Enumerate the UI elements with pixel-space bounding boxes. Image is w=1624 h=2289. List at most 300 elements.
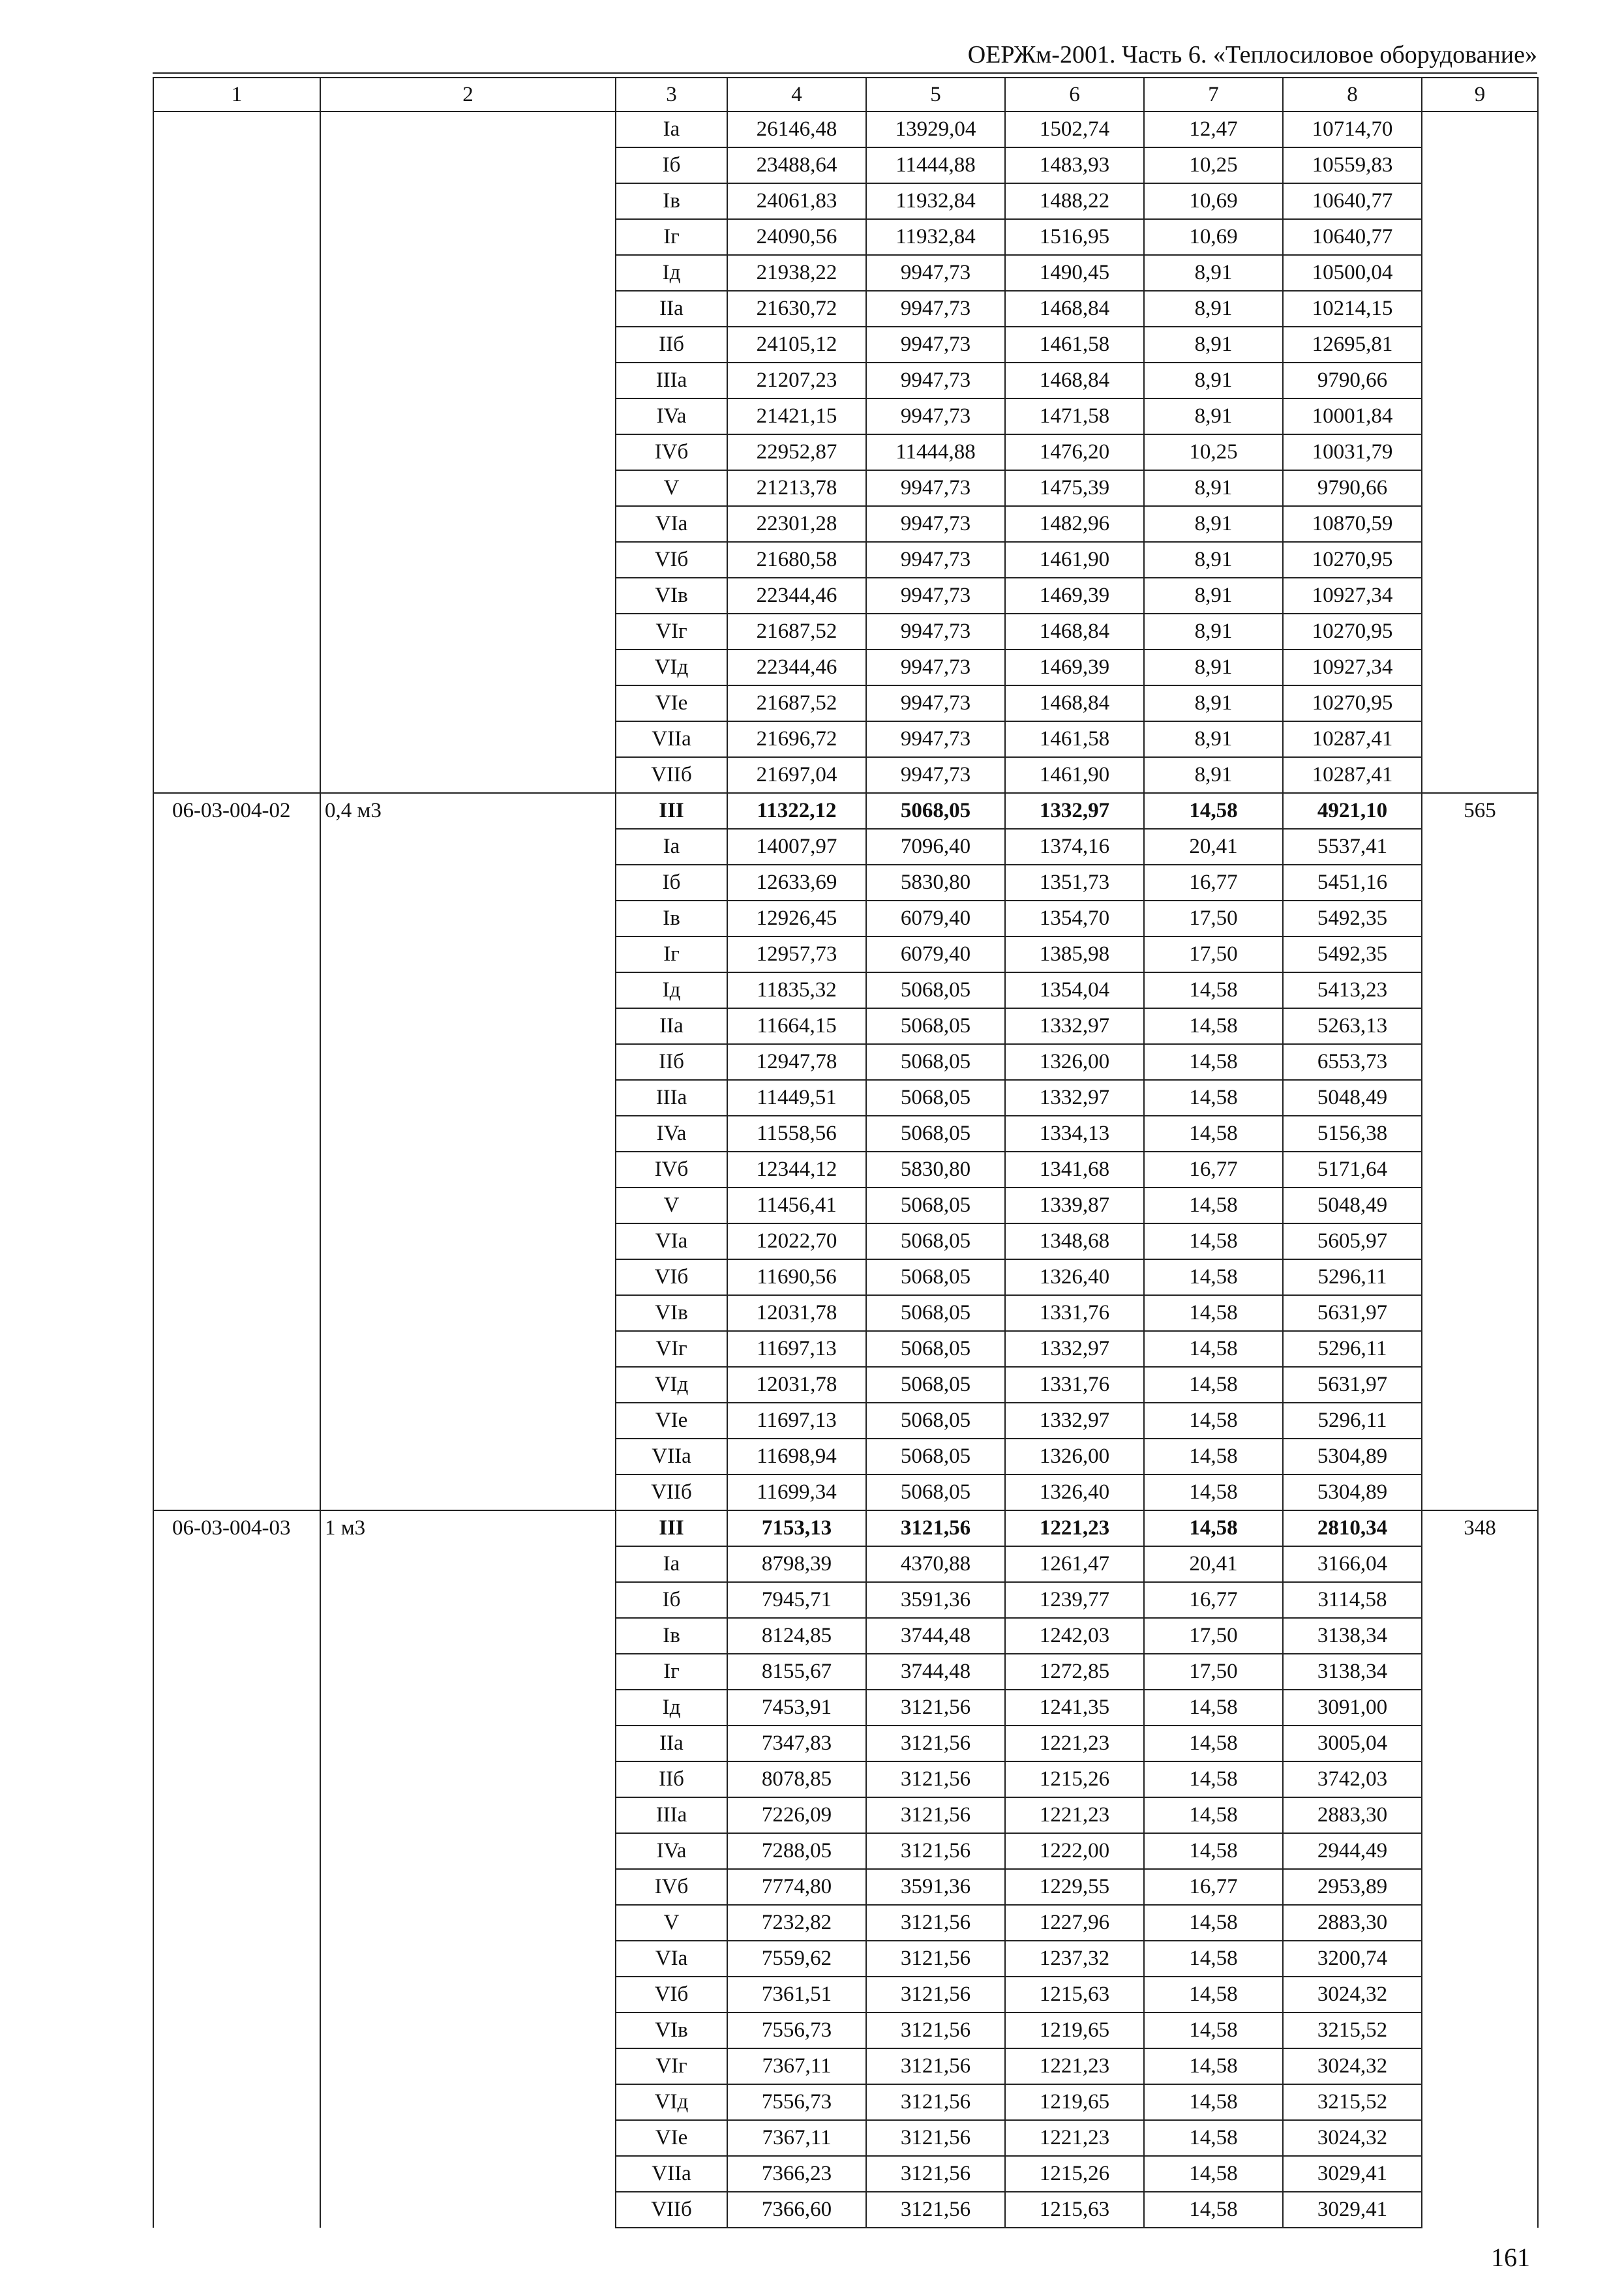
materials-cell: 2944,49 <box>1283 1833 1422 1869</box>
wages-cell: 5068,05 <box>866 1295 1005 1331</box>
total-cost-cell: 7366,23 <box>727 2156 866 2192</box>
machines-cell: 1354,70 <box>1005 901 1144 936</box>
zone-cell: Iд <box>616 972 727 1008</box>
zone-cell: VIa <box>616 1223 727 1259</box>
zone-cell: VIв <box>616 578 727 614</box>
machines-cell: 1215,26 <box>1005 2156 1144 2192</box>
zone-cell: IIб <box>616 327 727 363</box>
wages-cell: 4370,88 <box>866 1546 1005 1582</box>
machines-cell: 1242,03 <box>1005 1618 1144 1654</box>
machinist-wages-cell: 14,58 <box>1144 2120 1283 2156</box>
total-cost-cell: 21630,72 <box>727 291 866 327</box>
machinist-wages-cell: 14,58 <box>1144 1941 1283 1977</box>
machines-cell: 1490,45 <box>1005 255 1144 291</box>
wages-cell: 11444,88 <box>866 434 1005 470</box>
machinist-wages-cell: 8,91 <box>1144 506 1283 542</box>
total-cost-cell: 21697,04 <box>727 757 866 793</box>
wages-cell: 9947,73 <box>866 542 1005 578</box>
machinist-wages-cell: 8,91 <box>1144 685 1283 721</box>
machines-cell: 1221,23 <box>1005 2120 1144 2156</box>
total-cost-cell: 11449,51 <box>727 1080 866 1116</box>
column-number: 2 <box>320 78 616 112</box>
materials-cell: 3200,74 <box>1283 1941 1422 1977</box>
machines-cell: 1221,23 <box>1005 1726 1144 1761</box>
materials-cell: 5605,97 <box>1283 1223 1422 1259</box>
materials-cell: 2810,34 <box>1283 1510 1422 1546</box>
wages-cell: 9947,73 <box>866 327 1005 363</box>
wages-cell: 5830,80 <box>866 865 1005 901</box>
total-cost-cell: 7153,13 <box>727 1510 866 1546</box>
total-cost-cell: 8078,85 <box>727 1761 866 1797</box>
machines-cell: 1468,84 <box>1005 614 1144 650</box>
zone-cell: IVa <box>616 1116 727 1152</box>
wages-cell: 13929,04 <box>866 112 1005 147</box>
machines-cell: 1476,20 <box>1005 434 1144 470</box>
wages-cell: 9947,73 <box>866 757 1005 793</box>
total-cost-cell: 7945,71 <box>727 1582 866 1618</box>
machines-cell: 1326,00 <box>1005 1044 1144 1080</box>
total-cost-cell: 22344,46 <box>727 650 866 685</box>
materials-cell: 3215,52 <box>1283 2084 1422 2120</box>
machinist-wages-cell: 14,58 <box>1144 1905 1283 1941</box>
machinist-wages-cell: 16,77 <box>1144 1869 1283 1905</box>
machinist-wages-cell: 14,58 <box>1144 1259 1283 1295</box>
materials-cell: 9790,66 <box>1283 363 1422 398</box>
materials-cell: 5156,38 <box>1283 1116 1422 1152</box>
zone-cell: IIIa <box>616 1797 727 1833</box>
machinist-wages-cell: 14,58 <box>1144 1510 1283 1546</box>
machines-cell: 1461,90 <box>1005 757 1144 793</box>
item-name: 1 м3 <box>320 1510 616 2228</box>
wages-cell: 3121,56 <box>866 1726 1005 1761</box>
zone-cell: III <box>616 793 727 829</box>
item-code: 06-03-004-03 <box>153 1510 320 2228</box>
wages-cell: 5830,80 <box>866 1152 1005 1188</box>
item-name <box>320 112 616 793</box>
machines-cell: 1326,40 <box>1005 1259 1144 1295</box>
wages-cell: 3121,56 <box>866 1510 1005 1546</box>
wages-cell: 3591,36 <box>866 1582 1005 1618</box>
table-row <box>153 793 1538 829</box>
wages-cell: 3121,56 <box>866 2192 1005 2228</box>
total-cost-cell: 7232,82 <box>727 1905 866 1941</box>
total-cost-cell: 12926,45 <box>727 901 866 936</box>
zone-cell: VIIб <box>616 1474 727 1510</box>
wages-cell: 9947,73 <box>866 506 1005 542</box>
total-cost-cell: 11698,94 <box>727 1439 866 1474</box>
machines-cell: 1482,96 <box>1005 506 1144 542</box>
machines-cell: 1332,97 <box>1005 793 1144 829</box>
materials-cell: 5631,97 <box>1283 1295 1422 1331</box>
column-number: 6 <box>1005 78 1144 112</box>
wages-cell: 3121,56 <box>866 2084 1005 2120</box>
total-cost-cell: 11697,13 <box>727 1331 866 1367</box>
wages-cell: 3744,48 <box>866 1618 1005 1654</box>
wages-cell: 3121,56 <box>866 1690 1005 1726</box>
total-cost-cell: 7774,80 <box>727 1869 866 1905</box>
column-number: 3 <box>616 78 727 112</box>
total-cost-cell: 7347,83 <box>727 1726 866 1761</box>
materials-cell: 5304,89 <box>1283 1474 1422 1510</box>
materials-cell: 10559,83 <box>1283 147 1422 183</box>
machinist-wages-cell: 10,25 <box>1144 434 1283 470</box>
total-cost-cell: 14007,97 <box>727 829 866 865</box>
machinist-wages-cell: 17,50 <box>1144 1654 1283 1690</box>
wages-cell: 9947,73 <box>866 398 1005 434</box>
machines-cell: 1222,00 <box>1005 1833 1144 1869</box>
wages-cell: 5068,05 <box>866 1044 1005 1080</box>
zone-cell: IVa <box>616 1833 727 1869</box>
column-number: 5 <box>866 78 1005 112</box>
materials-cell: 5451,16 <box>1283 865 1422 901</box>
materials-cell: 10270,95 <box>1283 685 1422 721</box>
machines-cell: 1461,58 <box>1005 327 1144 363</box>
machinist-wages-cell: 14,58 <box>1144 2192 1283 2228</box>
total-cost-cell: 24105,12 <box>727 327 866 363</box>
item-col9 <box>1422 112 1538 793</box>
zone-cell: IIa <box>616 1008 727 1044</box>
machines-cell: 1374,16 <box>1005 829 1144 865</box>
machinist-wages-cell: 14,58 <box>1144 793 1283 829</box>
total-cost-cell: 21687,52 <box>727 614 866 650</box>
total-cost-cell: 8155,67 <box>727 1654 866 1690</box>
machines-cell: 1215,26 <box>1005 1761 1144 1797</box>
machinist-wages-cell: 14,58 <box>1144 2012 1283 2048</box>
zone-cell: IVб <box>616 1869 727 1905</box>
machinist-wages-cell: 8,91 <box>1144 721 1283 757</box>
machines-cell: 1461,58 <box>1005 721 1144 757</box>
machinist-wages-cell: 14,58 <box>1144 1977 1283 2012</box>
machines-cell: 1221,23 <box>1005 1797 1144 1833</box>
total-cost-cell: 7559,62 <box>727 1941 866 1977</box>
machines-cell: 1221,23 <box>1005 2048 1144 2084</box>
wages-cell: 5068,05 <box>866 1116 1005 1152</box>
machines-cell: 1215,63 <box>1005 1977 1144 2012</box>
wages-cell: 9947,73 <box>866 650 1005 685</box>
machines-cell: 1483,93 <box>1005 147 1144 183</box>
total-cost-cell: 12022,70 <box>727 1223 866 1259</box>
zone-cell: VIIa <box>616 721 727 757</box>
total-cost-cell: 24090,56 <box>727 219 866 255</box>
machinist-wages-cell: 12,47 <box>1144 112 1283 147</box>
materials-cell: 5296,11 <box>1283 1259 1422 1295</box>
total-cost-cell: 11699,34 <box>727 1474 866 1510</box>
materials-cell: 9790,66 <box>1283 470 1422 506</box>
zone-cell: VIб <box>616 1977 727 2012</box>
machines-cell: 1461,90 <box>1005 542 1144 578</box>
total-cost-cell: 12344,12 <box>727 1152 866 1188</box>
materials-cell: 5171,64 <box>1283 1152 1422 1188</box>
machinist-wages-cell: 17,50 <box>1144 936 1283 972</box>
machines-cell: 1332,97 <box>1005 1331 1144 1367</box>
zone-cell: VIг <box>616 2048 727 2084</box>
machines-cell: 1516,95 <box>1005 219 1144 255</box>
materials-cell: 5631,97 <box>1283 1367 1422 1403</box>
machinist-wages-cell: 14,58 <box>1144 2156 1283 2192</box>
wages-cell: 5068,05 <box>866 1080 1005 1116</box>
wages-cell: 5068,05 <box>866 1188 1005 1223</box>
zone-cell: Iб <box>616 147 727 183</box>
zone-cell: V <box>616 1905 727 1941</box>
wages-cell: 3744,48 <box>866 1654 1005 1690</box>
total-cost-cell: 21421,15 <box>727 398 866 434</box>
column-number-row <box>153 78 1538 112</box>
machinist-wages-cell: 14,58 <box>1144 1044 1283 1080</box>
machines-cell: 1241,35 <box>1005 1690 1144 1726</box>
wages-cell: 9947,73 <box>866 363 1005 398</box>
machinist-wages-cell: 14,58 <box>1144 1726 1283 1761</box>
zone-cell: Iв <box>616 183 727 219</box>
zone-cell: Ia <box>616 1546 727 1582</box>
materials-cell: 5296,11 <box>1283 1403 1422 1439</box>
machines-cell: 1332,97 <box>1005 1008 1144 1044</box>
machines-cell: 1351,73 <box>1005 865 1144 901</box>
machinist-wages-cell: 14,58 <box>1144 1223 1283 1259</box>
machinist-wages-cell: 14,58 <box>1144 1403 1283 1439</box>
materials-cell: 5048,49 <box>1283 1188 1422 1223</box>
wages-cell: 5068,05 <box>866 1439 1005 1474</box>
wages-cell: 9947,73 <box>866 291 1005 327</box>
item-col9: 348 <box>1422 1510 1538 2228</box>
machinist-wages-cell: 14,58 <box>1144 1833 1283 1869</box>
total-cost-cell: 11322,12 <box>727 793 866 829</box>
zone-cell: IIб <box>616 1761 727 1797</box>
machinist-wages-cell: 14,58 <box>1144 1080 1283 1116</box>
machinist-wages-cell: 10,25 <box>1144 147 1283 183</box>
machinist-wages-cell: 8,91 <box>1144 650 1283 685</box>
wages-cell: 3121,56 <box>866 1797 1005 1833</box>
materials-cell: 3024,32 <box>1283 1977 1422 2012</box>
zone-cell: VIд <box>616 1367 727 1403</box>
materials-cell: 3024,32 <box>1283 2120 1422 2156</box>
machinist-wages-cell: 14,58 <box>1144 1116 1283 1152</box>
zone-cell: III <box>616 1510 727 1546</box>
machines-cell: 1227,96 <box>1005 1905 1144 1941</box>
total-cost-cell: 21213,78 <box>727 470 866 506</box>
machinist-wages-cell: 14,58 <box>1144 1474 1283 1510</box>
machinist-wages-cell: 14,58 <box>1144 1295 1283 1331</box>
total-cost-cell: 12957,73 <box>727 936 866 972</box>
materials-cell: 6553,73 <box>1283 1044 1422 1080</box>
machinist-wages-cell: 16,77 <box>1144 1582 1283 1618</box>
machinist-wages-cell: 20,41 <box>1144 1546 1283 1582</box>
zone-cell: Iг <box>616 1654 727 1690</box>
machinist-wages-cell: 8,91 <box>1144 363 1283 398</box>
machinist-wages-cell: 17,50 <box>1144 1618 1283 1654</box>
wages-cell: 9947,73 <box>866 470 1005 506</box>
table-body <box>153 78 1538 2228</box>
zone-cell: Iб <box>616 865 727 901</box>
machinist-wages-cell: 14,58 <box>1144 1439 1283 1474</box>
total-cost-cell: 7556,73 <box>727 2084 866 2120</box>
zone-cell: VIIб <box>616 2192 727 2228</box>
zone-cell: VIe <box>616 685 727 721</box>
machinist-wages-cell: 8,91 <box>1144 470 1283 506</box>
machinist-wages-cell: 14,58 <box>1144 1331 1283 1367</box>
materials-cell: 10500,04 <box>1283 255 1422 291</box>
zone-cell: Iг <box>616 936 727 972</box>
wages-cell: 5068,05 <box>866 1008 1005 1044</box>
machines-cell: 1469,39 <box>1005 650 1144 685</box>
materials-cell: 3138,34 <box>1283 1654 1422 1690</box>
zone-cell: VIг <box>616 614 727 650</box>
wages-cell: 3121,56 <box>866 2012 1005 2048</box>
total-cost-cell: 21687,52 <box>727 685 866 721</box>
rates-table <box>153 77 1539 2228</box>
machinist-wages-cell: 8,91 <box>1144 291 1283 327</box>
machines-cell: 1239,77 <box>1005 1582 1144 1618</box>
wages-cell: 9947,73 <box>866 255 1005 291</box>
zone-cell: IIIa <box>616 363 727 398</box>
materials-cell: 10640,77 <box>1283 219 1422 255</box>
total-cost-cell: 7367,11 <box>727 2048 866 2084</box>
total-cost-cell: 7556,73 <box>727 2012 866 2048</box>
machinist-wages-cell: 8,91 <box>1144 255 1283 291</box>
total-cost-cell: 24061,83 <box>727 183 866 219</box>
materials-cell: 5492,35 <box>1283 901 1422 936</box>
machinist-wages-cell: 14,58 <box>1144 1367 1283 1403</box>
zone-cell: Iв <box>616 1618 727 1654</box>
materials-cell: 10927,34 <box>1283 578 1422 614</box>
machines-cell: 1219,65 <box>1005 2012 1144 2048</box>
wages-cell: 3121,56 <box>866 1761 1005 1797</box>
materials-cell: 3029,41 <box>1283 2192 1422 2228</box>
zone-cell: IVa <box>616 398 727 434</box>
machines-cell: 1468,84 <box>1005 363 1144 398</box>
item-name: 0,4 м3 <box>320 793 616 1510</box>
zone-cell: Iд <box>616 255 727 291</box>
total-cost-cell: 7288,05 <box>727 1833 866 1869</box>
machines-cell: 1354,04 <box>1005 972 1144 1008</box>
wages-cell: 11444,88 <box>866 147 1005 183</box>
zone-cell: VIIa <box>616 2156 727 2192</box>
materials-cell: 10287,41 <box>1283 721 1422 757</box>
materials-cell: 10270,95 <box>1283 542 1422 578</box>
materials-cell: 3138,34 <box>1283 1618 1422 1654</box>
zone-cell: Iг <box>616 219 727 255</box>
total-cost-cell: 8124,85 <box>727 1618 866 1654</box>
wages-cell: 7096,40 <box>866 829 1005 865</box>
zone-cell: VIд <box>616 650 727 685</box>
wages-cell: 5068,05 <box>866 972 1005 1008</box>
materials-cell: 10270,95 <box>1283 614 1422 650</box>
total-cost-cell: 21680,58 <box>727 542 866 578</box>
materials-cell: 5492,35 <box>1283 936 1422 972</box>
machines-cell: 1475,39 <box>1005 470 1144 506</box>
column-number: 9 <box>1422 78 1538 112</box>
zone-cell: VIa <box>616 506 727 542</box>
machines-cell: 1331,76 <box>1005 1367 1144 1403</box>
machines-cell: 1502,74 <box>1005 112 1144 147</box>
wages-cell: 5068,05 <box>866 1259 1005 1295</box>
machinist-wages-cell: 8,91 <box>1144 327 1283 363</box>
materials-cell: 10214,15 <box>1283 291 1422 327</box>
wages-cell: 3121,56 <box>866 1977 1005 2012</box>
machinist-wages-cell: 8,91 <box>1144 398 1283 434</box>
zone-cell: VIд <box>616 2084 727 2120</box>
total-cost-cell: 11558,56 <box>727 1116 866 1152</box>
zone-cell: IIIa <box>616 1080 727 1116</box>
total-cost-cell: 12031,78 <box>727 1295 866 1331</box>
machinist-wages-cell: 14,58 <box>1144 1761 1283 1797</box>
machinist-wages-cell: 16,77 <box>1144 1152 1283 1188</box>
zone-cell: Iб <box>616 1582 727 1618</box>
wages-cell: 3121,56 <box>866 1941 1005 1977</box>
column-number: 4 <box>727 78 866 112</box>
materials-cell: 10714,70 <box>1283 112 1422 147</box>
zone-cell: V <box>616 470 727 506</box>
machines-cell: 1229,55 <box>1005 1869 1144 1905</box>
wages-cell: 9947,73 <box>866 685 1005 721</box>
machines-cell: 1215,63 <box>1005 2192 1144 2228</box>
column-number: 7 <box>1144 78 1283 112</box>
total-cost-cell: 11835,32 <box>727 972 866 1008</box>
zone-cell: VIa <box>616 1941 727 1977</box>
machinist-wages-cell: 14,58 <box>1144 972 1283 1008</box>
machinist-wages-cell: 14,58 <box>1144 1797 1283 1833</box>
zone-cell: VIe <box>616 1403 727 1439</box>
machinist-wages-cell: 16,77 <box>1144 865 1283 901</box>
total-cost-cell: 22344,46 <box>727 578 866 614</box>
header-rule <box>153 72 1537 74</box>
wages-cell: 9947,73 <box>866 721 1005 757</box>
zone-cell: V <box>616 1188 727 1223</box>
materials-cell: 5263,13 <box>1283 1008 1422 1044</box>
materials-cell: 5048,49 <box>1283 1080 1422 1116</box>
total-cost-cell: 12031,78 <box>727 1367 866 1403</box>
machines-cell: 1334,13 <box>1005 1116 1144 1152</box>
zone-cell: VIIб <box>616 757 727 793</box>
machines-cell: 1488,22 <box>1005 183 1144 219</box>
machines-cell: 1331,76 <box>1005 1295 1144 1331</box>
machinist-wages-cell: 8,91 <box>1144 757 1283 793</box>
total-cost-cell: 7367,11 <box>727 2120 866 2156</box>
total-cost-cell: 26146,48 <box>727 112 866 147</box>
materials-cell: 2883,30 <box>1283 1797 1422 1833</box>
materials-cell: 3024,32 <box>1283 2048 1422 2084</box>
zone-cell: Iв <box>616 901 727 936</box>
wages-cell: 11932,84 <box>866 219 1005 255</box>
materials-cell: 10001,84 <box>1283 398 1422 434</box>
wages-cell: 5068,05 <box>866 1223 1005 1259</box>
total-cost-cell: 7453,91 <box>727 1690 866 1726</box>
zone-cell: VIe <box>616 2120 727 2156</box>
total-cost-cell: 7366,60 <box>727 2192 866 2228</box>
machines-cell: 1261,47 <box>1005 1546 1144 1582</box>
machines-cell: 1471,58 <box>1005 398 1144 434</box>
total-cost-cell: 11690,56 <box>727 1259 866 1295</box>
machines-cell: 1469,39 <box>1005 578 1144 614</box>
materials-cell: 5296,11 <box>1283 1331 1422 1367</box>
total-cost-cell: 7226,09 <box>727 1797 866 1833</box>
total-cost-cell: 21207,23 <box>727 363 866 398</box>
wages-cell: 5068,05 <box>866 1331 1005 1367</box>
materials-cell: 3114,58 <box>1283 1582 1422 1618</box>
item-code <box>153 112 320 793</box>
machinist-wages-cell: 14,58 <box>1144 2084 1283 2120</box>
zone-cell: IIб <box>616 1044 727 1080</box>
zone-cell: VIв <box>616 1295 727 1331</box>
item-code: 06-03-004-02 <box>153 793 320 1510</box>
materials-cell: 10287,41 <box>1283 757 1422 793</box>
machines-cell: 1332,97 <box>1005 1080 1144 1116</box>
total-cost-cell: 21938,22 <box>727 255 866 291</box>
machines-cell: 1219,65 <box>1005 2084 1144 2120</box>
wages-cell: 9947,73 <box>866 578 1005 614</box>
materials-cell: 10870,59 <box>1283 506 1422 542</box>
total-cost-cell: 23488,64 <box>727 147 866 183</box>
materials-cell: 2953,89 <box>1283 1869 1422 1905</box>
